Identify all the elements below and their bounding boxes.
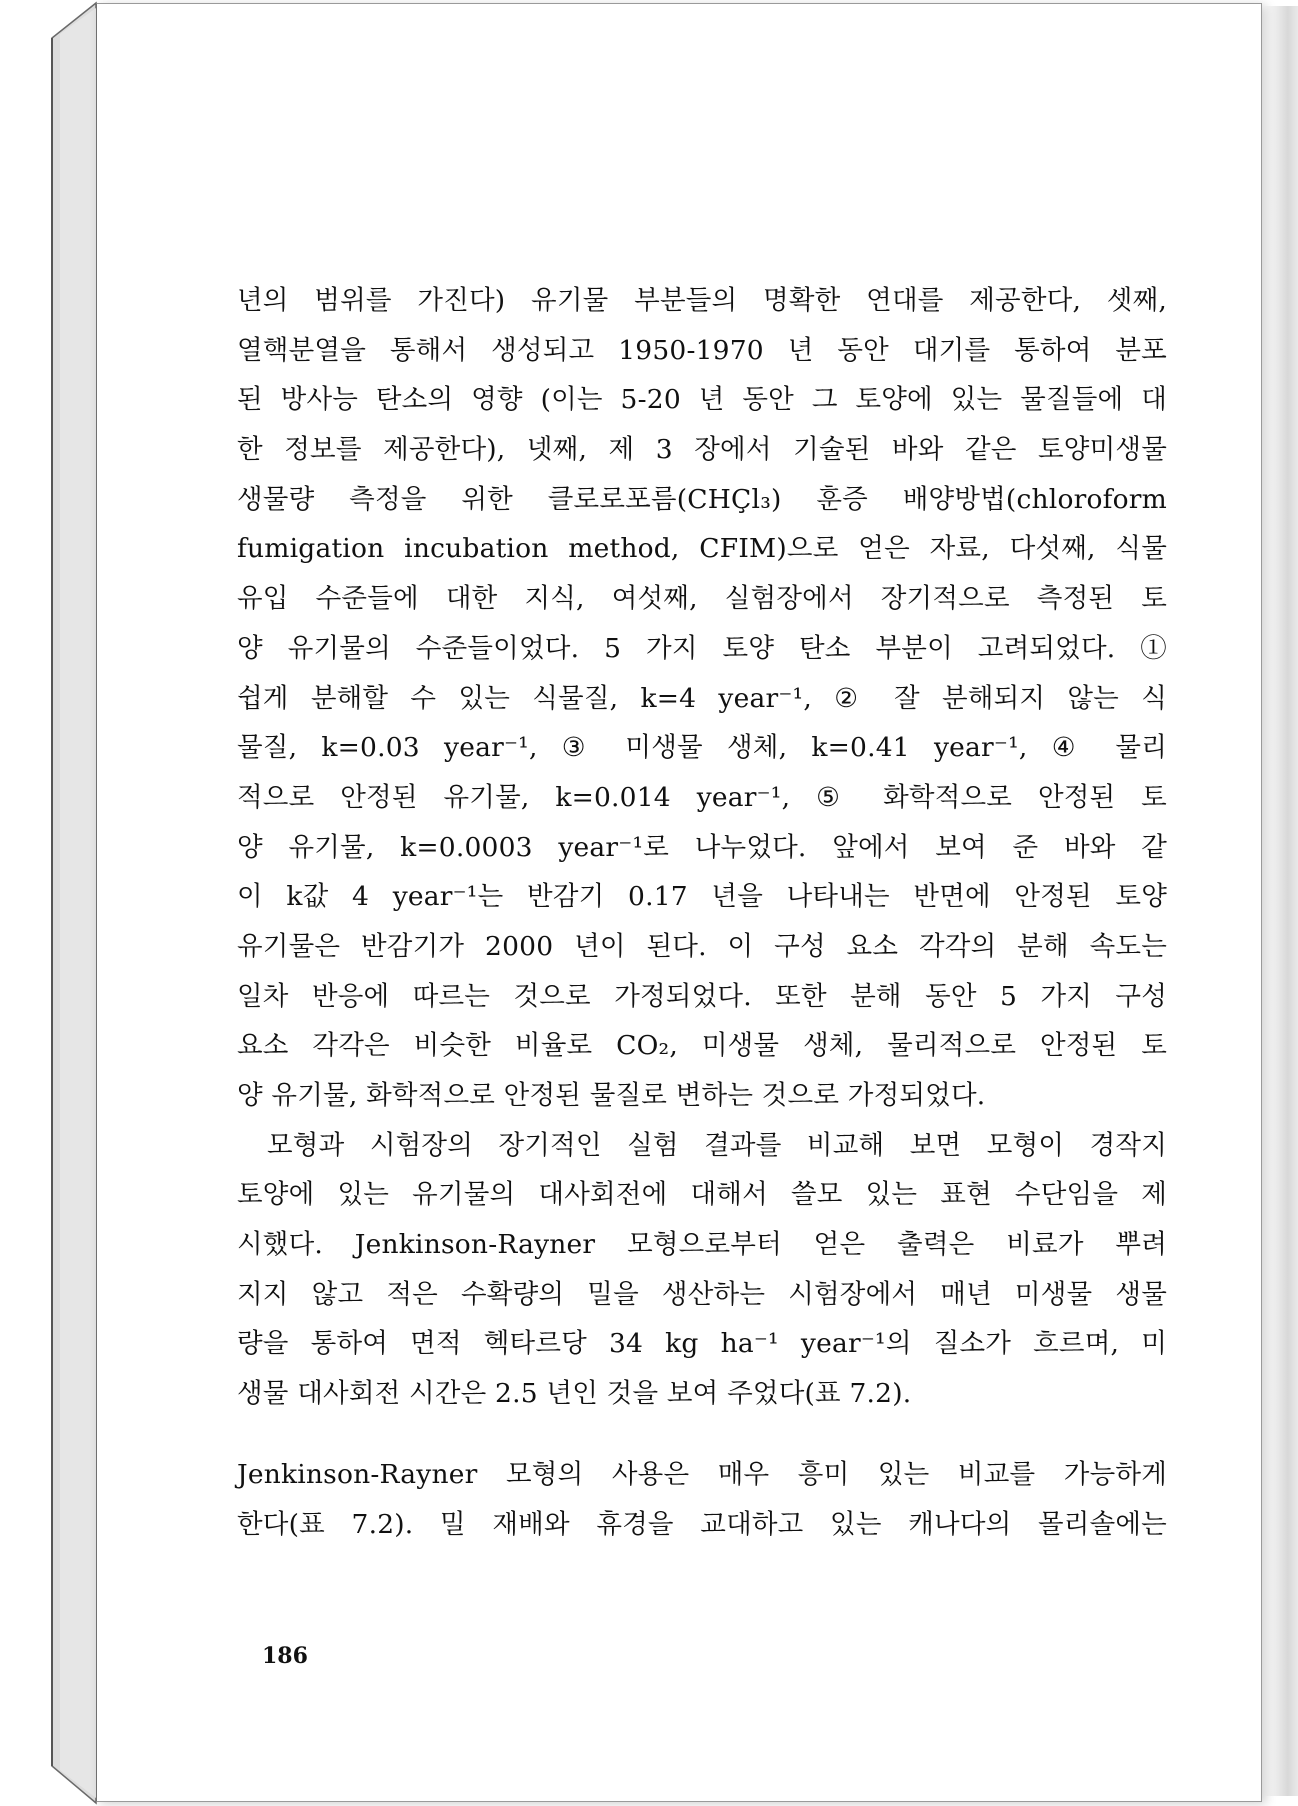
text-line: 적으로 안정된 유기물, k=0.014 year⁻¹, ⑤ 화학적으로 안정된 토 xyxy=(237,781,1167,813)
text-line: 양 유기물, 화학적으로 안정된 물질로 변하는 것으로 가정되었다. xyxy=(237,1080,986,1111)
text-line: 량을 통하여 면적 헥타르당 34 kg ha⁻¹ year⁻¹의 질소가 흐르며, 미 xyxy=(237,1328,1167,1360)
text-line: 한다(표 7.2). 밀 재배와 휴경을 교대하고 있는 캐나다의 몰리솔에는 xyxy=(237,1508,1167,1540)
page-number: 186 xyxy=(262,1643,308,1669)
text-line: 유입 수준들에 대한 지식, 여섯째, 실험장에서 장기적으로 측정된 토 xyxy=(237,583,1167,615)
text-line: 모형과 시험장의 장기적인 실험 결과를 비교해 보면 모형이 경작지 xyxy=(267,1129,1167,1161)
text-line: 지지 않고 적은 수확량의 밀을 생산하는 시험장에서 매년 미생물 생물 xyxy=(237,1278,1167,1310)
text-line: 생물량 측정을 위한 클로로포름(CHÇl₃) 훈증 배양방법(chloroform xyxy=(237,483,1167,515)
page-edge-shadow xyxy=(1264,6,1298,1796)
text-line: 요소 각각은 비슷한 비율로 CO₂, 미생물 생체, 물리적으로 안정된 토 xyxy=(237,1030,1167,1062)
text-line: 이 k값 4 year⁻¹는 반감기 0.17 년을 나타내는 반면에 안정된 토양 xyxy=(237,881,1167,913)
text-line: 일차 반응에 따르는 것으로 가정되었다. 또한 분해 동안 5 가지 구성 xyxy=(237,980,1167,1012)
text-line: 토양에 있는 유기물의 대사회전에 대해서 쓸모 있는 표현 수단임을 제 xyxy=(237,1179,1167,1211)
text-line: 열핵분열을 통해서 생성되고 1950-1970 년 동안 대기를 통하여 분포 xyxy=(237,334,1167,366)
text-line: 시했다. Jenkinson-Rayner 모형으로부터 얻은 출력은 비료가 뿌려 xyxy=(237,1229,1167,1261)
text-line: 년의 범위를 가진다) 유기물 부분들의 명확한 연대를 제공한다, 셋째, xyxy=(237,285,1167,316)
text-line: fumigation incubation method, CFIM)으로 얻은 자료, 다섯째, 식물 xyxy=(237,533,1167,565)
text-line: Jenkinson-Rayner 모형의 사용은 매우 흥미 있는 비교를 가능하게 xyxy=(237,1459,1167,1490)
text-line: 양 유기물의 수준들이었다. 5 가지 토양 탄소 부분이 고려되었다. ① xyxy=(237,632,1167,664)
text-line: 유기물은 반감기가 2000 년이 된다. 이 구성 요소 각각의 분해 속도는 xyxy=(237,930,1167,962)
text-line: 생물 대사회전 시간은 2.5 년인 것을 보여 주었다(표 7.2). xyxy=(237,1378,912,1410)
text-line: 된 방사능 탄소의 영향 (이는 5-20 년 동안 그 토양에 있는 물질들에 대 xyxy=(237,384,1167,416)
text-line: 한 정보를 제공한다), 넷째, 제 3 장에서 기술된 바와 같은 토양미생물 xyxy=(237,434,1167,466)
main-text xyxy=(237,276,1167,1419)
text-line: 양 유기물, k=0.0003 year⁻¹로 나누었다. 앞에서 보여 준 바와 같 xyxy=(237,831,1167,863)
text-line: 물질, k=0.03 year⁻¹, ③ 미생물 생체, k=0.41 year⁻¹, ④ 물리 xyxy=(237,732,1167,764)
next-paragraph xyxy=(237,1450,1167,1549)
text-line: 쉽게 분해할 수 있는 식물질, k=4 year⁻¹, ② 잘 분해되지 않는 식 xyxy=(237,682,1167,714)
